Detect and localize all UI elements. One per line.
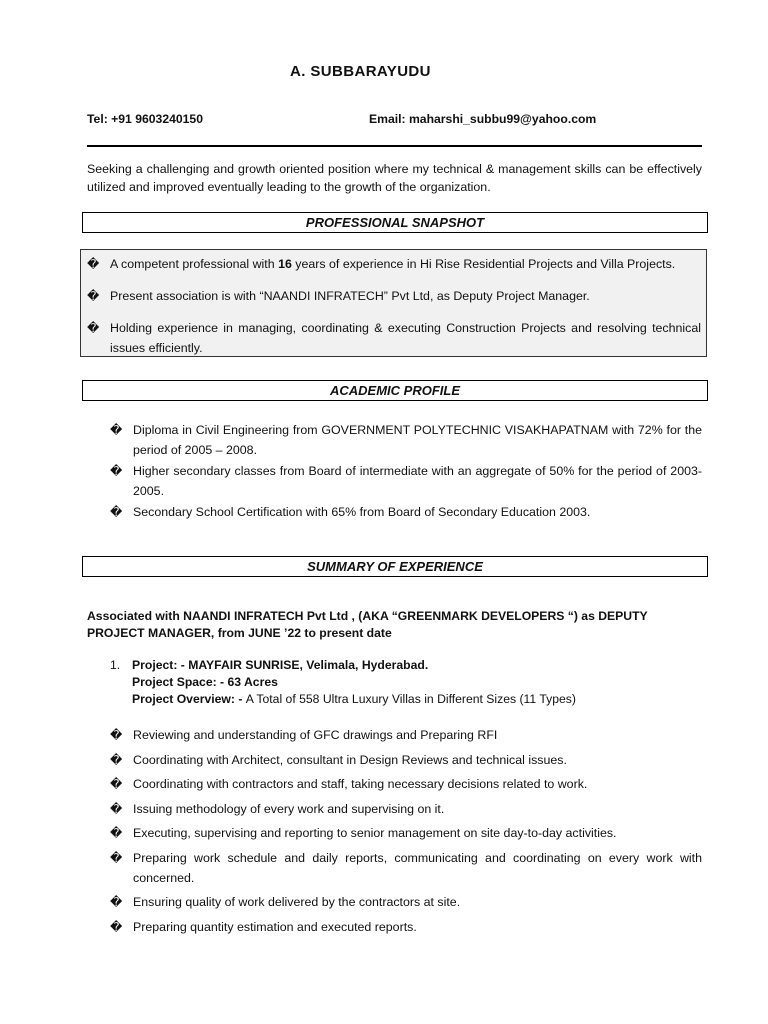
project-number: 1.	[110, 658, 121, 672]
responsibilities-list	[110, 725, 702, 941]
list-item	[110, 420, 702, 460]
list-item	[110, 848, 702, 888]
list-item	[110, 461, 702, 501]
list-item-text: Coordinating with Architect, consultant in Design Reviews and technical issues.	[133, 752, 567, 767]
bullet-icon: �	[110, 464, 123, 478]
bullet-icon: �	[110, 423, 123, 437]
list-item	[87, 254, 701, 274]
list-item	[110, 799, 702, 819]
list-item-text: years of experience in Hi Rise Residential Projects and Villa Projects.	[291, 257, 676, 271]
summary-of-experience-heading: SUMMARY OF EXPERIENCE	[82, 556, 708, 577]
career-objective: Seeking a challenging and growth oriented position where my technical & management skills can be effectively utilized and improved eventually leading to the growth of the organization.	[87, 162, 702, 194]
list-item-text: Issuing methodology of every work and supervising on it.	[133, 801, 445, 816]
project-name: MAYFAIR SUNRISE, Velimala, Hyderabad.	[188, 658, 429, 672]
project-details	[110, 657, 576, 708]
email-address: Email: maharshi_subbu99@yahoo.com	[369, 112, 597, 126]
list-item-text: Present association is with “NAANDI INFRATECH” Pvt Ltd, as Deputy Project Manager.	[110, 289, 590, 303]
bullet-icon: �	[87, 321, 100, 335]
list-item-text: Preparing quantity estimation and executed reports.	[133, 919, 417, 934]
project-overview-row	[132, 691, 576, 708]
bullet-icon: �	[110, 752, 123, 767]
professional-snapshot-box	[80, 249, 707, 357]
list-item	[87, 318, 701, 358]
academic-profile-heading: ACADEMIC PROFILE	[82, 380, 708, 401]
professional-snapshot-heading: PROFESSIONAL SNAPSHOT	[82, 212, 708, 233]
list-item-text: Ensuring quality of work delivered by the contractors at site.	[133, 895, 461, 909]
list-item-text: Coordinating with contractors and staff, taking necessary decisions related to work.	[133, 777, 588, 791]
list-item-text: Reviewing and understanding of GFC drawings and Preparing RFI	[133, 728, 498, 742]
bullet-icon: �	[87, 289, 100, 303]
bullet-icon: �	[110, 850, 123, 865]
bullet-icon: �	[110, 801, 123, 816]
project-space-label: Project Space: -	[132, 675, 228, 689]
list-item-text: Higher secondary classes from Board of intermediate with an aggregate of 50% for the period of 2003-2005.	[133, 464, 702, 498]
list-item-text: Secondary School Certification with 65% from Board of Secondary Education 2003.	[133, 505, 591, 519]
list-item-text: Executing, supervising and reporting to senior management on site day-to-day activities.	[133, 826, 617, 840]
telephone: Tel: +91 9603240150	[87, 112, 203, 126]
professional-snapshot-list	[87, 254, 701, 370]
bullet-icon: �	[110, 895, 123, 909]
employment-association: Associated with NAANDI INFRATECH Pvt Ltd , (AKA “GREENMARK DEVELOPERS “) as DEPUTY PROJECT MANAGER, from JUNE ’22 to present date	[87, 609, 648, 640]
project-overview-value: A Total of 558 Ultra Luxury Villas in Different Sizes (11 Types)	[245, 692, 576, 706]
project-name-row	[132, 657, 576, 674]
list-item	[110, 917, 702, 937]
list-item	[110, 725, 702, 745]
bullet-icon: �	[110, 919, 123, 934]
bullet-icon: �	[110, 826, 123, 840]
header-divider	[87, 145, 702, 147]
list-item	[110, 750, 702, 770]
bullet-icon: �	[87, 257, 100, 271]
list-item-text: Preparing work schedule and daily reports, communicating and coordinating on every work with concerned.	[133, 850, 702, 885]
list-item	[110, 892, 702, 912]
project-space-row	[132, 674, 576, 691]
project-label: Project: -	[132, 658, 189, 672]
bullet-icon: �	[110, 505, 123, 519]
list-item	[87, 286, 701, 306]
list-item	[110, 823, 702, 843]
list-item	[110, 502, 702, 522]
project-overview-label: Project Overview: -	[132, 692, 246, 706]
list-item-text: A competent professional with	[110, 257, 279, 271]
project-space-value: 63 Acres	[227, 675, 278, 689]
academic-profile-list	[110, 420, 702, 523]
bullet-icon: �	[110, 777, 123, 791]
bullet-icon: �	[110, 728, 123, 742]
list-item	[110, 774, 702, 794]
list-item-text: Diploma in Civil Engineering from GOVERNMENT POLYTECHNIC VISAKHAPATNAM with 72% for the period of 2005 – 2008.	[133, 423, 702, 457]
candidate-name: A. SUBBARAYUDU	[290, 63, 431, 80]
list-item-emphasis: 16	[278, 257, 292, 271]
list-item-text: Holding experience in managing, coordinating & executing Construction Projects and resolving technical issues efficiently.	[110, 321, 701, 355]
